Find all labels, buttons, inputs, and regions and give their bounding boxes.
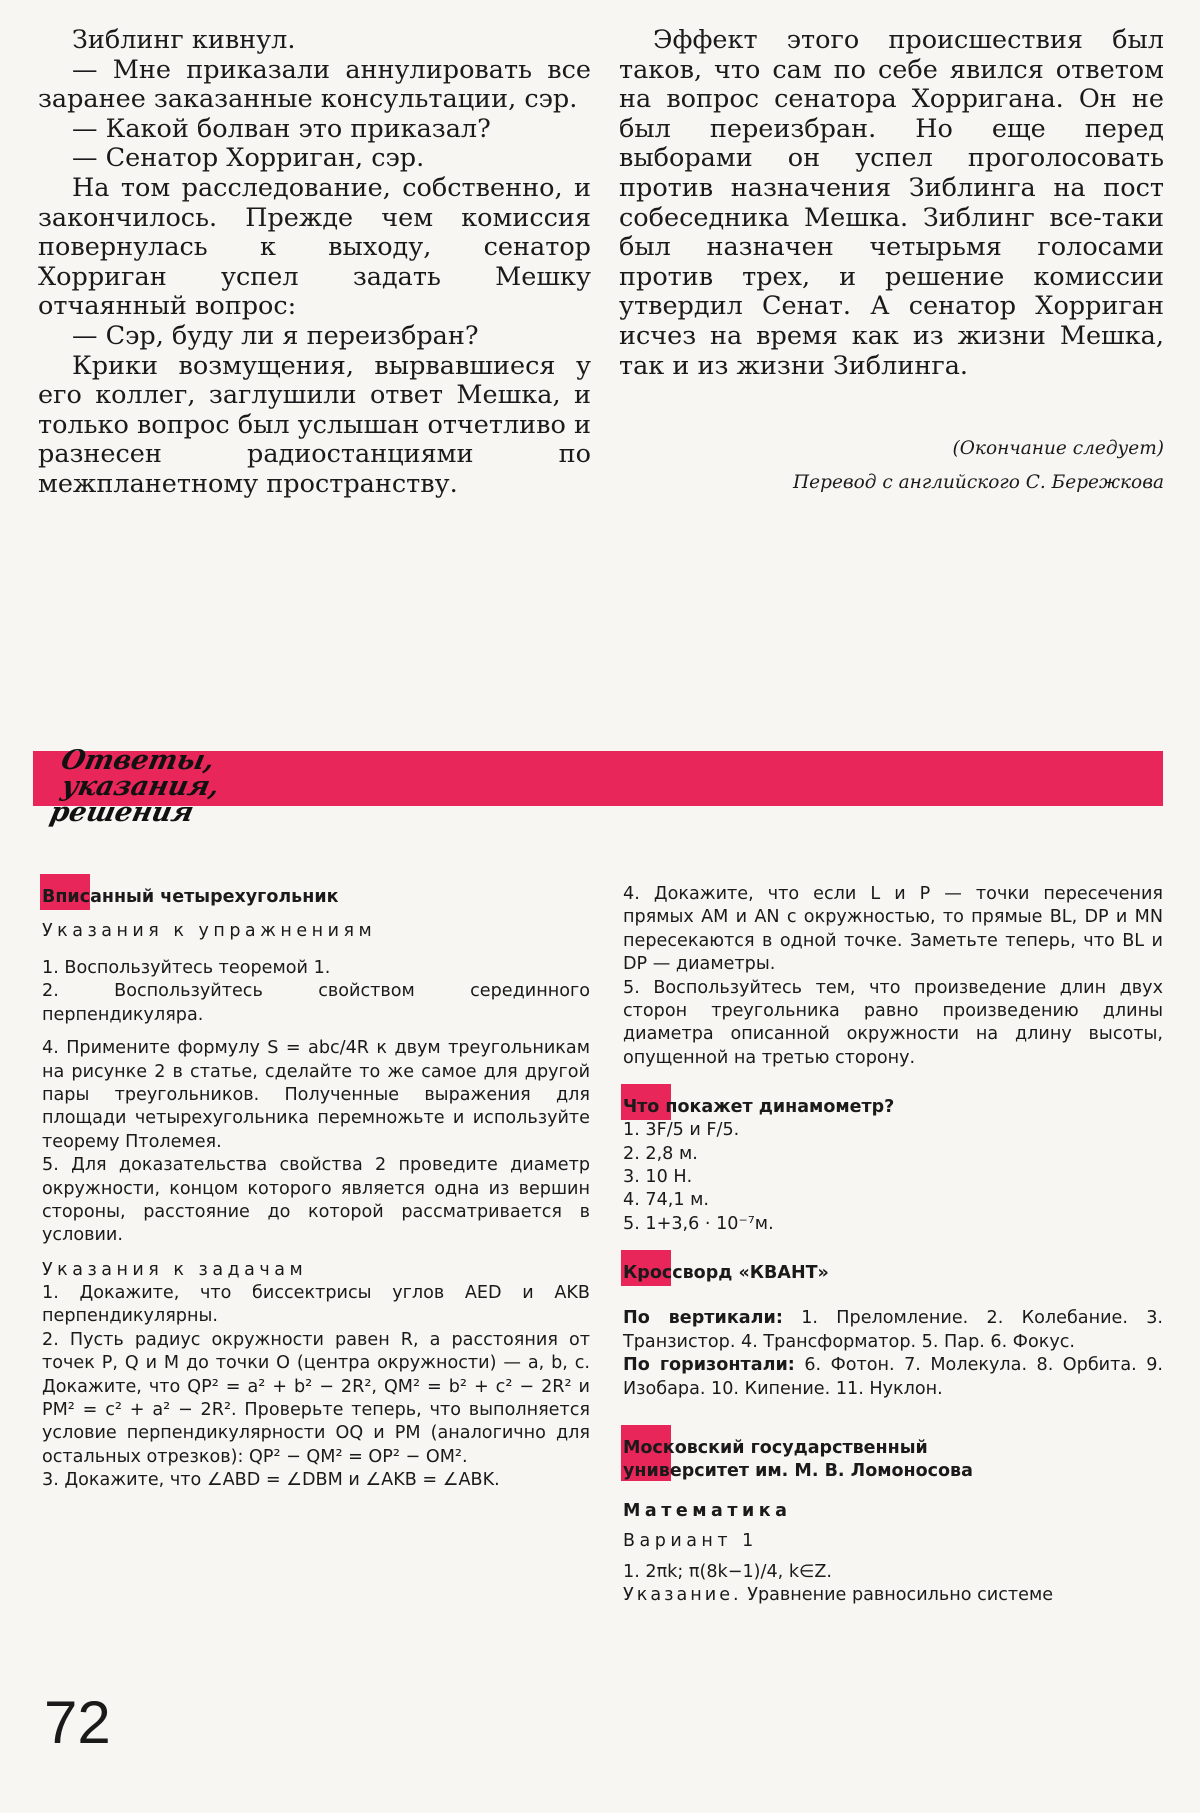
story-right-column xyxy=(619,26,1164,381)
problem-item: 3. Докажите, что ∠ABD = ∠DBM и ∠AKB = ∠ABK. xyxy=(42,1470,500,1491)
section-heading xyxy=(623,1262,1163,1285)
answer-item: 2. 2,8 м. xyxy=(623,1143,698,1164)
problem-item: 1. Докажите, что биссектрисы углов AED и AKB перпендикулярны. xyxy=(42,1282,590,1327)
exercise-item: 4. Примените формулу S = abc/4R к двум треугольникам на рисунке 2 в статье, сделайте то же самое для другой пары треугольников. Полученные выражения для площади четырехугольника перемножьте и используйте теорему Птолемея. xyxy=(42,1038,590,1152)
crossword-horizontal xyxy=(623,1354,1163,1401)
story-paragraph: — Сэр, буду ли я переизбран? xyxy=(72,320,479,351)
answer-item: 1. 2πk; π(8k−1)/4, k∈Z. xyxy=(623,1561,832,1582)
subject-heading: Математика xyxy=(623,1500,792,1521)
problem-item: 4. Докажите, что если L и P — точки пересечения прямых AM и AN с окружностью, то прямые BL, DP и MN пересекаются в одной точке. Заметьте теперь, что BL и DP — диаметры. xyxy=(623,884,1163,975)
crossword-vertical-label: По вертикали: xyxy=(623,1308,783,1329)
story-paragraph: — Сенатор Хорриган, сэр. xyxy=(72,143,425,174)
problem-item: 2. Пусть радиус окружности равен R, а расстояния от точек P, Q и M до точки O (центра окружности) — a, b, c. Докажите, что QP² = a² + b² − 2R², QM² = b² + c² − 2R² и PM² = c² + a² − 2R². Проверьте теперь, что выполняется условие перпендикулярности OQ и PM (аналогично для остальных отрезков): QP² − QM² = OP² − OM². xyxy=(42,1329,590,1467)
story-paragraph: — Какой болван это приказал? xyxy=(72,113,491,144)
crossword-vertical xyxy=(623,1307,1163,1354)
hint xyxy=(623,1584,1163,1607)
translation-credit: Перевод с английского С. Бережкова xyxy=(793,472,1164,493)
banner-title-line: решения xyxy=(47,797,197,828)
to-be-continued: (Окончание следует) xyxy=(952,438,1164,459)
heading-text: Кроссворд «КВАНТ» xyxy=(623,1263,829,1284)
answer-item: 4. 74,1 м. xyxy=(623,1190,710,1211)
answer-item: 5. 1+3,6 · 10⁻⁷м. xyxy=(623,1213,774,1234)
subheading: Указания к упражнениям xyxy=(42,921,377,941)
answers-right-column xyxy=(623,883,1163,1608)
story-paragraph: — Мне приказали аннулировать все заранее заказанные консультации, сэр. xyxy=(38,54,591,115)
heading-text: Вписанный четырехугольник xyxy=(42,887,339,907)
answers-left-column xyxy=(42,886,590,1493)
section-heading xyxy=(623,1096,1163,1119)
answer-item: 1. 3F/5 и F/5. xyxy=(623,1120,740,1141)
exercise-item: 1. Воспользуйтесь теоремой 1. xyxy=(42,958,331,978)
heading-text: университет им. М. В. Ломоносова xyxy=(623,1460,973,1481)
story-paragraph: Зиблинг кивнул. xyxy=(72,25,296,55)
crossword-horizontal-label: По горизонтали: xyxy=(623,1355,795,1376)
crossword-horizontal-answers: 6. Фотон. 7. Молекула. 8. Орбита. 9. Изобара. 10. Кипение. 11. Нуклон. xyxy=(623,1355,1164,1399)
story-paragraph: На том расследование, собственно, и закончилось. Прежде чем комиссия повернулась к выходу, сенатор Хорриган успел задать Мешку отчаянный вопрос: xyxy=(38,172,591,322)
problem-item: 5. Воспользуйтесь тем, что произведение длин двух сторон треугольника равно произведению длины диаметра описанной окружности на длину высоты, опущенной на третью сторону. xyxy=(623,977,1163,1068)
story-paragraph: Крики возмущения, вырвавшиеся у его коллег, заглушили ответ Мешка, и только вопрос был услышан отчетливо и разнесен радиостанциями по межпланетному пространству. xyxy=(38,350,591,499)
variant-heading: Вариант 1 xyxy=(623,1530,758,1551)
hint-text: Уравнение равносильно системе xyxy=(747,1585,1054,1606)
section-heading xyxy=(623,1437,1163,1483)
page-number: 72 xyxy=(44,1689,111,1756)
subheading: Указания к задачам xyxy=(42,1259,308,1280)
banner-title-line: указания, xyxy=(58,771,223,802)
crossword-vertical-answers: 1. Преломление. 2. Колебание. 3. Транзистор. 4. Трансформатор. 5. Пар. 6. Фокус. xyxy=(623,1308,1164,1352)
story-left-column xyxy=(38,26,591,500)
exercise-item: 2. Воспользуйтесь свойством серединного перпендикуляра. xyxy=(42,981,590,1025)
heading-text: Московский государственный xyxy=(623,1437,928,1458)
banner-title xyxy=(47,745,295,828)
story-paragraph: Эффект этого происшествия был таков, что сам по себе явился ответом на вопрос сенатора Хорригана. Он не был переизбран. Но еще перед выборами он успел проголосовать против назначения Зиблинга на пост собеседника Мешка. Зиблинг все-таки был назначен четырьмя голосами против трех, и решение комиссии утвердил Сенат. А сенатор Хорриган исчез на время как из жизни Мешка, так и из жизни Зиблинга. xyxy=(619,25,1164,381)
heading-text: Что покажет динамометр? xyxy=(623,1097,895,1118)
exercise-item: 5. Для доказательства свойства 2 проведите диаметр окружности, концом которого является одна из вершин стороны, расстояние до которой рассматривается в условии. xyxy=(42,1155,590,1246)
answer-item: 3. 10 Н. xyxy=(623,1167,693,1188)
hint-label: Указание. xyxy=(623,1585,742,1606)
section-heading xyxy=(42,886,590,909)
banner-title-line: Ответы, xyxy=(58,745,218,776)
